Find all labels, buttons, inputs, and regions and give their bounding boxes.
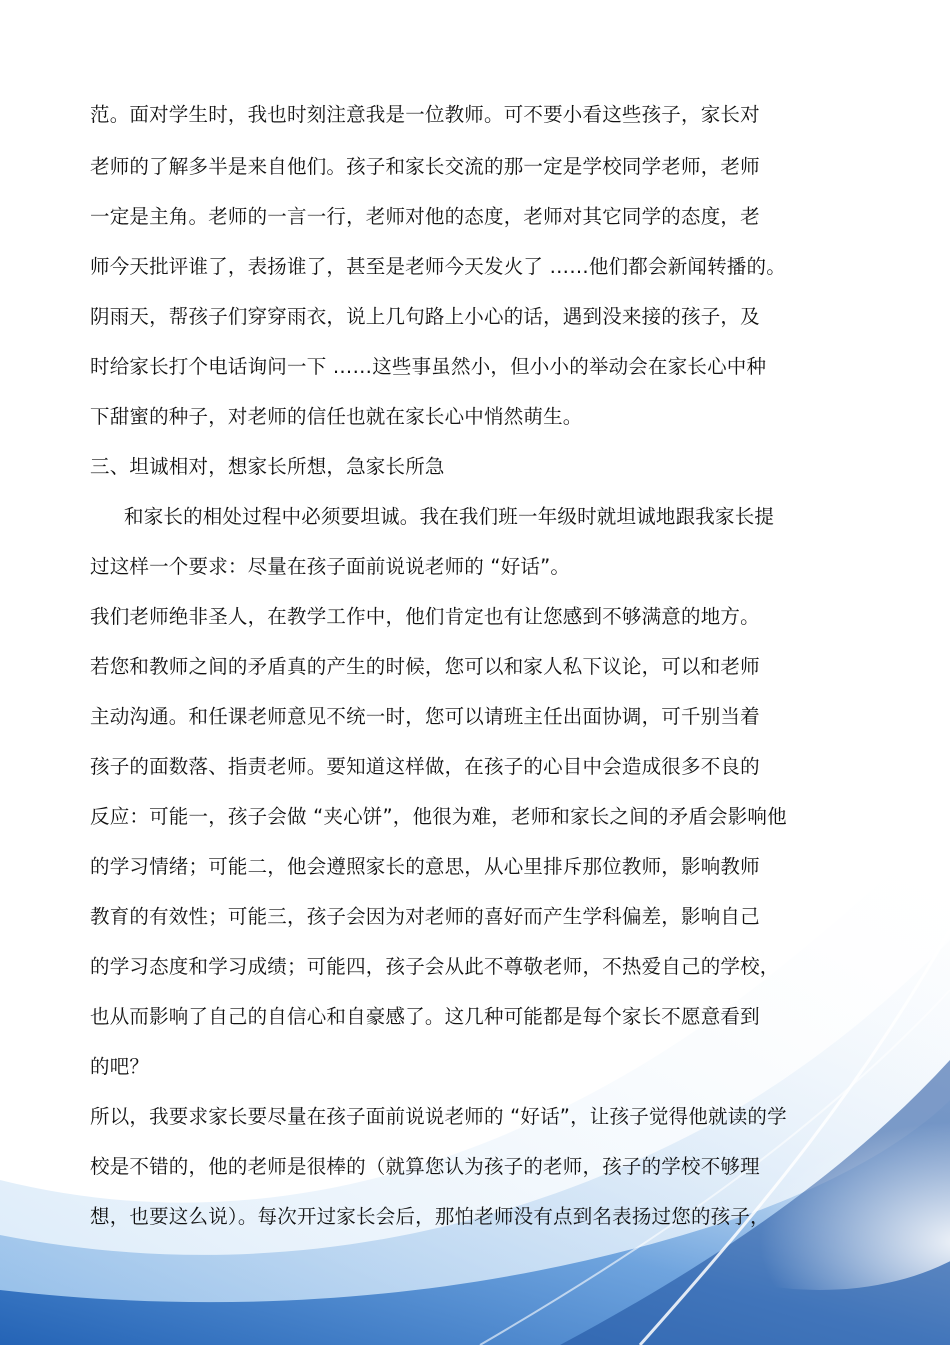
paragraph-line: 老师的了解多半是来自他们。孩子和家长交流的那一定是学校同学老师，老师 <box>90 155 760 178</box>
paragraph-line: 校是不错的，他的老师是很棒的（就算您认为孩子的老师，孩子的学校不够理 <box>90 1155 760 1178</box>
paragraph-line: 和家长的相处过程中必须要坦诚。我在我们班一年级时就坦诚地跟我家长提 <box>124 505 775 528</box>
paragraph-line: 教育的有效性；可能三，孩子会因为对老师的喜好而产生学科偏差，影响自己 <box>90 905 760 928</box>
paragraph-line: 时给家长打个电话询问一下 ……这些事虽然小，但小小的举动会在家长心中种 <box>90 355 767 378</box>
paragraph-line: 主动沟通。和任课老师意见不统一时，您可以请班主任出面协调，可千别当着 <box>90 705 760 728</box>
paragraph-line: 想，也要这么说）。每次开过家长会后，那怕老师没有点到名表扬过您的孩子， <box>90 1205 770 1228</box>
paragraph-line: 的学习情绪；可能二，他会遵照家长的意思，从心里排斥那位教师，影响教师 <box>90 855 760 878</box>
paragraph-line: 若您和教师之间的矛盾真的产生的时候，您可以和家人私下议论，可以和老师 <box>90 655 760 678</box>
paragraph-line: 一定是主角。老师的一言一行，老师对他的态度，老师对其它同学的态度，老 <box>90 205 760 228</box>
paragraph-line: 下甜蜜的种子，对老师的信任也就在家长心中悄然萌生。 <box>90 405 583 428</box>
paragraph-line: 反应：可能一，孩子会做 “夹心饼”，他很为难，老师和家长之间的矛盾会影响他 <box>90 805 787 828</box>
paragraph-line: 的学习态度和学习成绩；可能四，孩子会从此不尊敬老师，不热爱自己的学校， <box>90 955 780 978</box>
paragraph-line: 阴雨天，帮孩子们穿穿雨衣，说上几句路上小心的话，遇到没来接的孩子，及 <box>90 305 760 328</box>
paragraph-line: 的吧？ <box>90 1055 150 1078</box>
paragraph-line: 我们老师绝非圣人，在教学工作中，他们肯定也有让您感到不够满意的地方。 <box>90 605 760 628</box>
section-heading: 三、坦诚相对，想家长所想，急家长所急 <box>90 455 445 478</box>
paragraph-line: 所以，我要求家长要尽量在孩子面前说说老师的 “好话”，让孩子觉得他就读的学 <box>90 1105 787 1128</box>
paragraph-line: 也从而影响了自己的自信心和自豪感了。这几种可能都是每个家长不愿意看到 <box>90 1005 760 1028</box>
paragraph-line: 师今天批评谁了，表扬谁了，甚至是老师今天发火了 ……他们都会新闻转播的。 <box>90 255 786 278</box>
paragraph-line: 范。面对学生时，我也时刻注意我是一位教师。可不要小看这些孩子，家长对 <box>90 103 760 126</box>
paragraph-line: 孩子的面数落、指责老师。要知道这样做，在孩子的心目中会造成很多不良的 <box>90 755 760 778</box>
paragraph-line: 过这样一个要求：尽量在孩子面前说说老师的 “好话”。 <box>90 555 571 578</box>
